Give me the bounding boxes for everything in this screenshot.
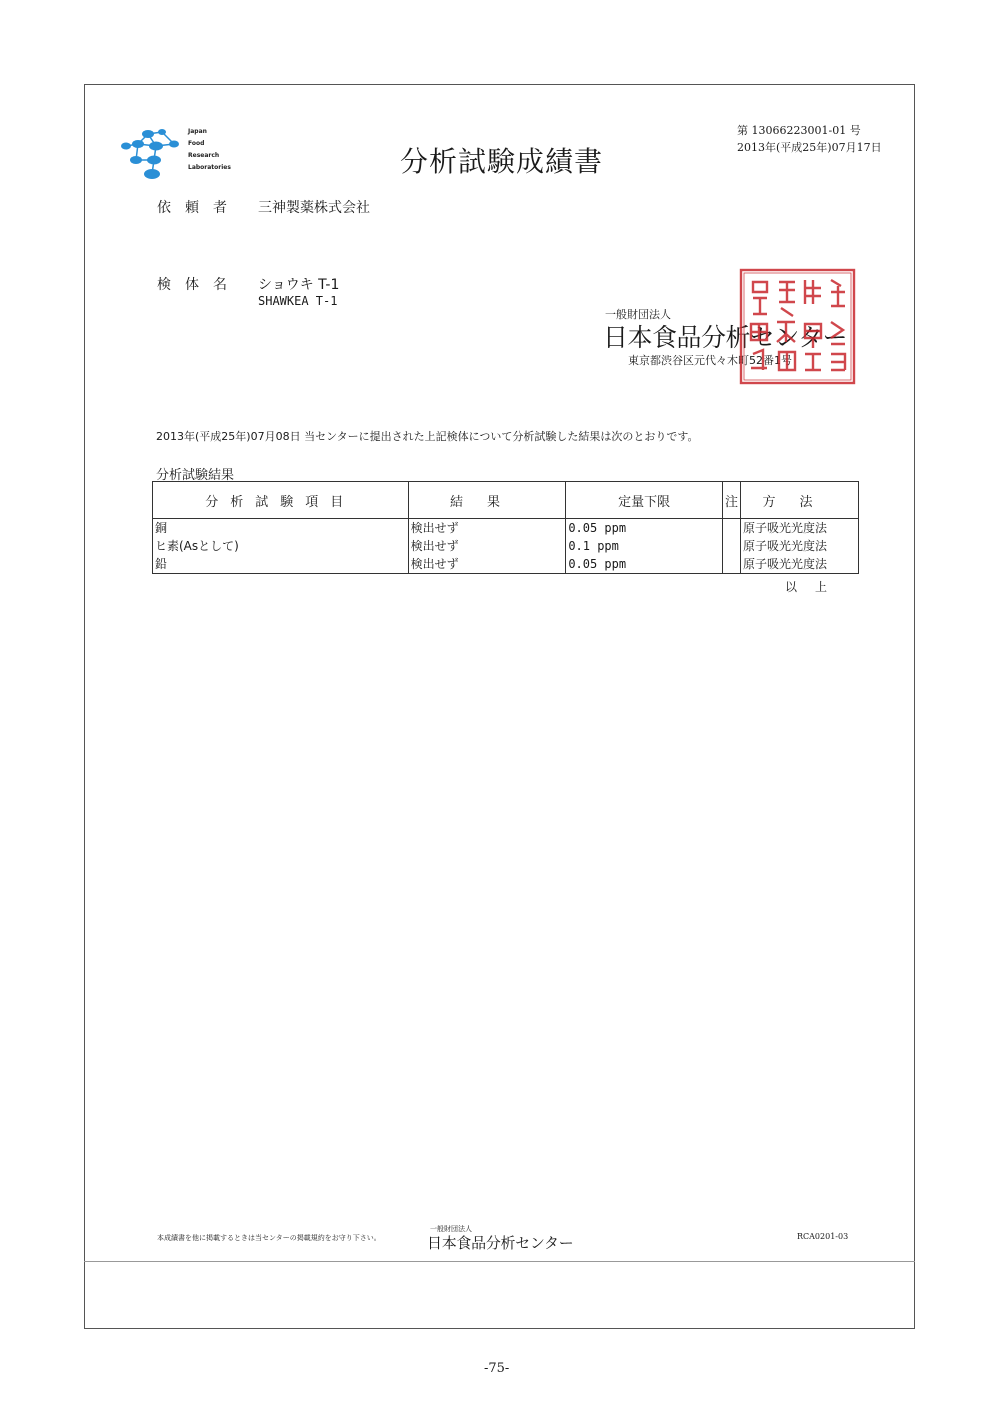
- results-table: [152, 481, 859, 574]
- footer-issuer-name: 日本食品分析センター: [427, 1234, 574, 1252]
- document-number: 第 13066223001-01 号: [737, 124, 861, 137]
- client-label: 依頼者: [157, 200, 241, 216]
- logo-wordmark: Japan Food Research Laboratories: [188, 128, 231, 171]
- cell-note: [723, 537, 741, 555]
- cell-result: 検出せず: [408, 555, 566, 574]
- sample-name-jp: ショウキ T-1: [258, 277, 340, 293]
- end-mark: 以上: [785, 580, 846, 594]
- sample-name-en: SHAWKEA T-1: [258, 294, 338, 308]
- issuer-name: 日本食品分析センター: [603, 323, 848, 352]
- cell-limit: 0.05 ppm: [566, 519, 723, 538]
- cell-result: 検出せず: [408, 519, 566, 538]
- table-row: [153, 555, 859, 574]
- document-date: 2013年(平成25年)07月17日: [737, 141, 882, 154]
- issuer-address: 東京都渋谷区元代々木町52番1号: [628, 354, 792, 367]
- results-section-title: 分析試験結果: [156, 468, 235, 483]
- sample-label: 検体名: [157, 277, 241, 293]
- footer-issuer-kicker: 一般財団法人: [430, 1225, 472, 1233]
- header-result: 結果: [408, 482, 566, 519]
- page-number: -75-: [484, 1361, 510, 1376]
- table-row: [153, 537, 859, 555]
- header-limit: 定量下限: [566, 482, 723, 519]
- form-code: RCA0201-03: [797, 1232, 849, 1241]
- cell-note: [723, 519, 741, 538]
- header-note: 注: [723, 482, 741, 519]
- header-method: 方法: [741, 482, 859, 519]
- cell-limit: 0.05 ppm: [566, 555, 723, 574]
- issuer-kicker: 一般財団法人: [605, 308, 671, 321]
- cell-method: 原子吸光光度法: [741, 537, 859, 555]
- table-header-row: [153, 482, 859, 519]
- cell-method: 原子吸光光度法: [741, 555, 859, 574]
- cell-limit: 0.1 ppm: [566, 537, 723, 555]
- official-seal: [739, 268, 856, 385]
- cell-item: 銅: [153, 519, 409, 538]
- cell-note: [723, 555, 741, 574]
- cell-method: 原子吸光光度法: [741, 519, 859, 538]
- red-seal-stamp-icon: [739, 268, 856, 385]
- table-row: [153, 519, 859, 538]
- document-title: 分析試験成績書: [400, 145, 604, 178]
- footer-divider: [84, 1261, 915, 1262]
- cell-result: 検出せず: [408, 537, 566, 555]
- footer-note: 本成績書を他に掲載するときは当センターの掲載規約をお守り下さい。: [157, 1234, 381, 1242]
- cell-item: ヒ素(Asとして): [153, 537, 409, 555]
- header-item: 分析試験項目: [153, 482, 409, 519]
- cell-item: 鉛: [153, 555, 409, 574]
- jfrl-logo: [118, 124, 238, 182]
- client-name: 三神製薬株式会社: [258, 200, 370, 216]
- molecule-logo-icon: [118, 124, 188, 182]
- result-statement: 2013年(平成25年)07月08日 当センターに提出された上記検体について分析試験した結果は次のとおりです。: [156, 430, 699, 443]
